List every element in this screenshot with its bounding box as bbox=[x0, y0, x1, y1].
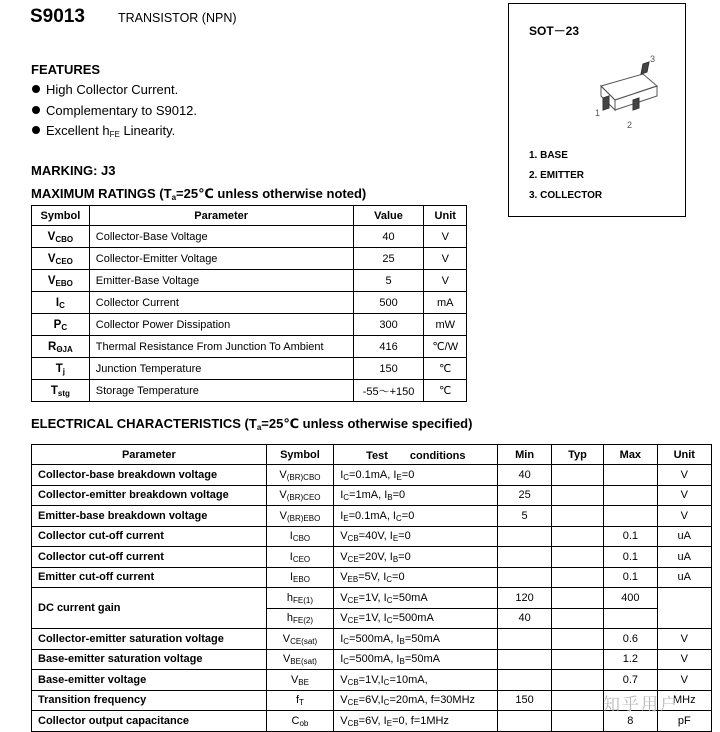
unit-cell: V bbox=[657, 649, 711, 670]
min-cell: 120 bbox=[498, 588, 551, 609]
symbol-cell: $C_{ob}$ bbox=[266, 711, 333, 732]
max-ratings-table bbox=[31, 205, 467, 402]
column-header: Value bbox=[353, 206, 424, 226]
min-cell bbox=[498, 547, 551, 568]
bullet-icon bbox=[32, 126, 40, 134]
min-cell: 40 bbox=[498, 608, 551, 629]
table-row bbox=[32, 336, 467, 358]
min-cell bbox=[498, 567, 551, 588]
value-cell: 500 bbox=[353, 292, 424, 314]
condition-cell: $I_C=500mA$, $I_B=50mA$ bbox=[334, 649, 498, 670]
table-row bbox=[32, 567, 712, 588]
package-name: SOT－23 bbox=[529, 24, 580, 38]
symbol-cell: $V_{EBO}$ bbox=[32, 270, 90, 292]
unit-cell: V bbox=[424, 270, 467, 292]
max-cell bbox=[604, 485, 657, 506]
table-row bbox=[32, 629, 712, 650]
symbol-cell: $f_T$ bbox=[266, 690, 333, 711]
column-header: Parameter bbox=[32, 445, 267, 465]
column-header: Parameter bbox=[89, 206, 353, 226]
parameter-cell: Emitter-base breakdown voltage bbox=[32, 506, 267, 527]
column-header: Typ bbox=[551, 445, 603, 465]
electrical-characteristics-heading: ELECTRICAL CHARACTERISTICS ($T_a=25℃$ unless otherwise specified) bbox=[31, 416, 473, 432]
value-cell: -55～+150 bbox=[353, 380, 424, 402]
symbol-cell: $V_{(BR)EBO}$ bbox=[266, 506, 333, 527]
column-header: Min bbox=[498, 445, 551, 465]
symbol-cell: $V_{CEO}$ bbox=[32, 248, 90, 270]
symbol-cell: $T_j$ bbox=[32, 358, 90, 380]
typ-cell bbox=[551, 690, 603, 711]
table-row bbox=[32, 547, 712, 568]
unit-cell: mW bbox=[424, 314, 467, 336]
parameter-cell: Base-emitter saturation voltage bbox=[32, 649, 267, 670]
value-cell: 40 bbox=[353, 226, 424, 248]
value-cell: 416 bbox=[353, 336, 424, 358]
unit-cell: uA bbox=[657, 547, 711, 568]
symbol-cell: $h_{FE(2)}$ bbox=[266, 608, 333, 629]
parameter-cell: Collector output capacitance bbox=[32, 711, 267, 732]
pin-item: 3. COLLECTOR bbox=[529, 190, 603, 201]
table-row bbox=[32, 292, 467, 314]
symbol-cell: $I_C$ bbox=[32, 292, 90, 314]
parameter-cell: Collector-emitter breakdown voltage bbox=[32, 485, 267, 506]
max-ratings-heading: MAXIMUM RATINGS ($T_a=25℃$ unless otherwise noted) bbox=[31, 186, 367, 202]
sot23-package-drawing bbox=[589, 48, 679, 140]
unit-cell: V bbox=[657, 485, 711, 506]
typ-cell bbox=[551, 588, 603, 609]
condition-cell: $V_{CE}=6V,I_C=20mA$, f=30MHz bbox=[334, 690, 498, 711]
typ-cell bbox=[551, 567, 603, 588]
parameter-cell: Base-emitter voltage bbox=[32, 670, 267, 691]
typ-cell bbox=[551, 506, 603, 527]
condition-cell: $V_{EB}=5V$, $I_C=0$ bbox=[334, 567, 498, 588]
typ-cell bbox=[551, 547, 603, 568]
unit-cell: ℃/W bbox=[424, 336, 467, 358]
symbol-cell: $T_{stg}$ bbox=[32, 380, 90, 402]
watermark: 知乎用户 bbox=[603, 695, 679, 714]
symbol-cell: $V_{(BR)CBO}$ bbox=[266, 465, 333, 486]
column-header: Symbol bbox=[32, 206, 90, 226]
max-cell: 0.1 bbox=[604, 547, 657, 568]
parameter-cell: Collector cut-off current bbox=[32, 547, 267, 568]
symbol-cell: $I_{CEO}$ bbox=[266, 547, 333, 568]
max-cell bbox=[604, 465, 657, 486]
symbol-cell: $V_{BE(sat)}$ bbox=[266, 649, 333, 670]
table-row bbox=[32, 506, 712, 527]
parameter-cell: Thermal Resistance From Junction To Ambient bbox=[89, 336, 353, 358]
symbol-cell: $V_{CE(sat)}$ bbox=[266, 629, 333, 650]
typ-cell bbox=[551, 485, 603, 506]
symbol-cell: $R_{\Theta JA}$ bbox=[32, 336, 90, 358]
parameter-cell: Junction Temperature bbox=[89, 358, 353, 380]
max-cell: 0.6 bbox=[604, 629, 657, 650]
table-row bbox=[32, 358, 467, 380]
pin-number-3: 3 bbox=[650, 54, 656, 64]
min-cell: 5 bbox=[498, 506, 551, 527]
pin-number-2: 2 bbox=[627, 120, 633, 130]
typ-cell bbox=[551, 526, 603, 547]
column-header: Unit bbox=[424, 206, 467, 226]
table-row bbox=[32, 380, 467, 402]
max-cell bbox=[604, 608, 657, 629]
table-row bbox=[32, 248, 467, 270]
column-header: Symbol bbox=[266, 445, 333, 465]
unit-cell: V bbox=[424, 248, 467, 270]
table-row bbox=[32, 649, 712, 670]
table-row bbox=[32, 465, 712, 486]
typ-cell bbox=[551, 465, 603, 486]
min-cell bbox=[498, 711, 551, 732]
value-cell: 150 bbox=[353, 358, 424, 380]
pin-list bbox=[529, 146, 602, 206]
symbol-cell: $P_C$ bbox=[32, 314, 90, 336]
table-row bbox=[32, 226, 467, 248]
typ-cell bbox=[551, 670, 603, 691]
condition-cell: $V_{CE}=1V$, $I_C=500mA$ bbox=[334, 608, 498, 629]
unit-cell: mA bbox=[424, 292, 467, 314]
package-box bbox=[508, 3, 686, 217]
min-cell: 150 bbox=[498, 690, 551, 711]
parameter-cell: Storage Temperature bbox=[89, 380, 353, 402]
typ-cell bbox=[551, 649, 603, 670]
parameter-cell: Collector Power Dissipation bbox=[89, 314, 353, 336]
condition-cell: $V_{CB}=1V,I_C=10mA$, bbox=[334, 670, 498, 691]
unit-cell bbox=[657, 588, 711, 629]
marking-label: MARKING: J3 bbox=[31, 163, 116, 178]
table-header-row bbox=[32, 445, 712, 465]
min-cell: 40 bbox=[498, 465, 551, 486]
column-header: Unit bbox=[657, 445, 711, 465]
pin-number-1: 1 bbox=[595, 108, 601, 118]
min-cell bbox=[498, 526, 551, 547]
symbol-cell: $h_{FE(1)}$ bbox=[266, 588, 333, 609]
pin-item: 2. EMITTER bbox=[529, 170, 585, 181]
symbol-cell: $V_{BE}$ bbox=[266, 670, 333, 691]
unit-cell: ℃ bbox=[424, 358, 467, 380]
parameter-cell: Emitter cut-off current bbox=[32, 567, 267, 588]
max-cell: 1.2 bbox=[604, 649, 657, 670]
bullet-icon bbox=[32, 85, 40, 93]
parameter-cell: Emitter-Base Voltage bbox=[89, 270, 353, 292]
value-cell: 5 bbox=[353, 270, 424, 292]
typ-cell bbox=[551, 608, 603, 629]
max-cell: 0.1 bbox=[604, 526, 657, 547]
parameter-cell: Collector cut-off current bbox=[32, 526, 267, 547]
condition-cell: $I_C=0.1mA$, $I_E=0$ bbox=[334, 465, 498, 486]
condition-cell: $I_E=0.1mA$, $I_C=0$ bbox=[334, 506, 498, 527]
unit-cell: V bbox=[424, 226, 467, 248]
unit-cell: V bbox=[657, 629, 711, 650]
part-number: S9013 bbox=[30, 6, 85, 27]
table-row bbox=[32, 314, 467, 336]
table-header-row bbox=[32, 206, 467, 226]
condition-cell: $V_{CE}=1V$, $I_C=50mA$ bbox=[334, 588, 498, 609]
min-cell bbox=[498, 629, 551, 650]
parameter-cell: Transition frequency bbox=[32, 690, 267, 711]
min-cell bbox=[498, 670, 551, 691]
condition-cell: $I_C=500mA$, $I_B=50mA$ bbox=[334, 629, 498, 650]
condition-cell: $V_{CB}=6V$, $I_E=0$, f=1MHz bbox=[334, 711, 498, 732]
symbol-cell: $I_{EBO}$ bbox=[266, 567, 333, 588]
condition-cell: $V_{CE}=20V$, $I_B=0$ bbox=[334, 547, 498, 568]
condition-cell: $I_C=1mA$, $I_B=0$ bbox=[334, 485, 498, 506]
symbol-cell: $V_{CBO}$ bbox=[32, 226, 90, 248]
parameter-cell: Collector-Base Voltage bbox=[89, 226, 353, 248]
features-heading: FEATURES bbox=[31, 62, 101, 77]
value-cell: 25 bbox=[353, 248, 424, 270]
table-row bbox=[32, 270, 467, 292]
symbol-cell: $V_{(BR)CEO}$ bbox=[266, 485, 333, 506]
unit-cell: MHz bbox=[657, 690, 711, 711]
max-cell: 400 bbox=[604, 588, 657, 609]
unit-cell: uA bbox=[657, 567, 711, 588]
column-header: Test conditions bbox=[334, 445, 498, 465]
min-cell: 25 bbox=[498, 485, 551, 506]
pin-item: 1. BASE bbox=[529, 150, 568, 161]
parameter-cell: Collector Current bbox=[89, 292, 353, 314]
bullet-icon bbox=[32, 106, 40, 114]
typ-cell bbox=[551, 629, 603, 650]
table-row bbox=[32, 485, 712, 506]
parameter-cell: Collector-emitter saturation voltage bbox=[32, 629, 267, 650]
unit-cell: pF bbox=[657, 711, 711, 732]
max-cell: 0.7 bbox=[604, 670, 657, 691]
unit-cell: V bbox=[657, 670, 711, 691]
unit-cell: uA bbox=[657, 526, 711, 547]
unit-cell: V bbox=[657, 506, 711, 527]
max-cell: 8 bbox=[604, 711, 657, 732]
parameter-cell: Collector-Emitter Voltage bbox=[89, 248, 353, 270]
unit-cell: V bbox=[657, 465, 711, 486]
unit-cell: ℃ bbox=[424, 380, 467, 402]
max-cell bbox=[604, 506, 657, 527]
table-row bbox=[32, 670, 712, 691]
electrical-characteristics-table bbox=[31, 444, 712, 732]
condition-cell: $V_{CB}=40V$, $I_E=0$ bbox=[334, 526, 498, 547]
table-row bbox=[32, 588, 712, 609]
symbol-cell: $I_{CBO}$ bbox=[266, 526, 333, 547]
parameter-cell: Collector-base breakdown voltage bbox=[32, 465, 267, 486]
value-cell: 300 bbox=[353, 314, 424, 336]
transistor-type: TRANSISTOR (NPN) bbox=[118, 11, 237, 25]
max-cell: 0.1 bbox=[604, 567, 657, 588]
feature-item: Excellent $h_{FE}$ Linearity. bbox=[32, 121, 197, 142]
column-header: Max bbox=[604, 445, 657, 465]
feature-item: Complementary to S9012. bbox=[32, 101, 197, 122]
parameter-cell: DC current gain bbox=[32, 588, 267, 629]
feature-item: High Collector Current. bbox=[32, 80, 197, 101]
table-row bbox=[32, 526, 712, 547]
typ-cell bbox=[551, 711, 603, 732]
features-list bbox=[32, 80, 197, 142]
min-cell bbox=[498, 649, 551, 670]
